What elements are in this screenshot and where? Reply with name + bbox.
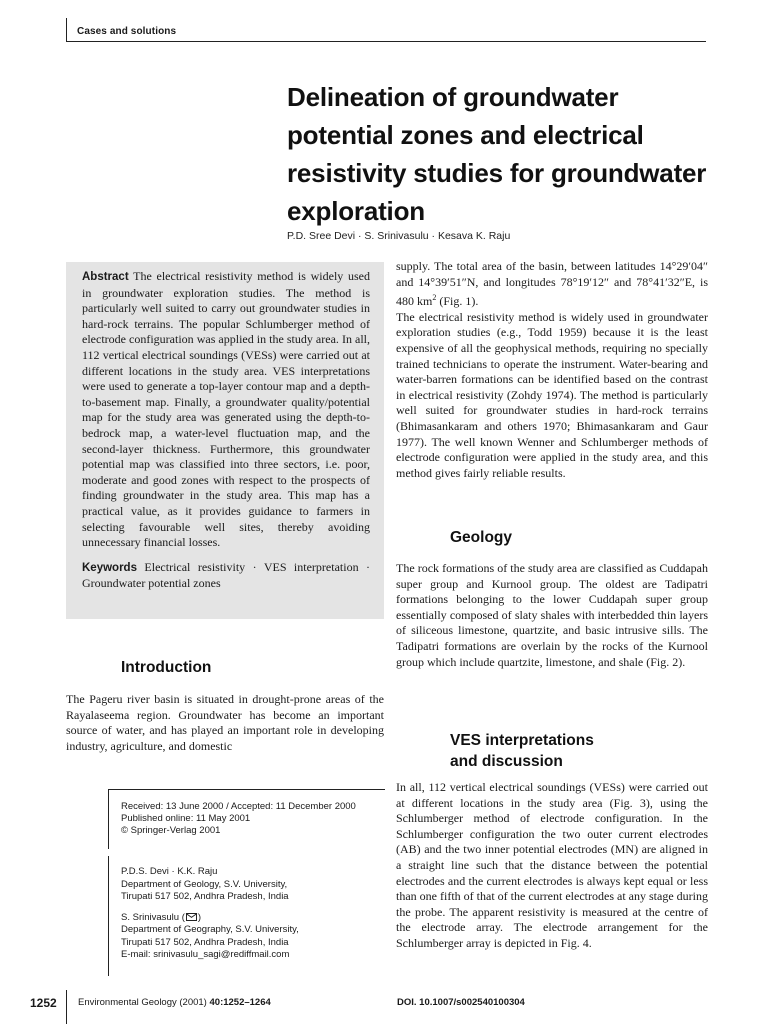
title-line: Delineation of groundwater [287, 82, 619, 112]
page-number: 1252 [30, 996, 57, 1010]
keywords-label: Keywords [82, 561, 137, 574]
article-title [287, 78, 727, 230]
affiliations-block: P.D.S. Devi · K.K. Raju Department of Geology, S.V. University, Tirupati 517 502, Andhra Pradesh, India S. Srinivasulu ( ) Department of Geography, S.V. University, Tirupati 517 502, Andhra Pradesh, India E-mail: srinivasulu_sagi@rediffmail.com [108, 856, 338, 976]
abstract-paragraph [82, 269, 370, 551]
section-label: Cases and solutions [77, 26, 177, 37]
abstract-text: The electrical resistivity method is widely used in groundwater exploration studies. The method is particularly well suited to carry out groundwater studies in hard-rock terrains. The popular Schlumberger method of electrode configuration was applied in the study area. In all, 112 vertical electrical soundings (VESs) were carried out at different locations in the study area. VES interpretations were used to generate a top-layer contour map and a depth-to-basement map. Finally, a groundwater quality/potential map for the study area was generated using the depth-to-bedrock map, a water-level fluctuation map, and the second-layer thickness. Furthermore, this groundwater potential map was classified into three sectors, i.e. poor, moderate and good zones with respect to the prospects of finding groundwater in the study area. This map has a practical value, as it provides guidance to farmers in selecting favourable well sites, thereby avoiding unnecessary financial losses. [82, 269, 370, 550]
keywords-paragraph [82, 560, 370, 592]
section-tag [66, 18, 706, 42]
corresponding-author: S. Srinivasulu ( ) [121, 911, 202, 923]
method-paragraph: The electrical resistivity method is widely used in groundwater exploration studies (e.g., Todd 1959) because it is the least expensive of all the geophysical methods, requiring no specially trained technicians to operate the instrument. Water-bearing and water-barren formations can be identified based on the contrast in electrical resistivity (Zohdy 1974). The method is particularly well suited for groundwater studies in hard-rock terrains (Bhimasankaram and others 1970; Bhimasankaram and Gaur 1977). The well known Wenner and Schlumberger methods of electrode configuration were applied in the study area, and this method gives fairly reliable results. [396, 309, 708, 480]
journal-citation: Environmental Geology (2001) 40:1252–1264 [78, 997, 271, 1008]
title-line: resistivity studies for groundwater [287, 158, 707, 188]
ves-heading: VES interpretations and discussion [450, 732, 594, 770]
introduction-text: The Pageru river basin is situated in drought-prone areas of the Rayalaseema region. Groundwater has become an important source of water, and has played an important role in developing industry, agriculture, and domestic [66, 692, 384, 753]
received-dates: Received: 13 June 2000 / Accepted: 11 December 2000 [121, 801, 356, 812]
right-column-text [396, 259, 708, 481]
introduction-heading: Introduction [121, 659, 212, 676]
received-block [108, 789, 385, 849]
basin-paragraph: supply. The total area of the basin, between latitudes 14°29′04″ and 14°39′51″N, and longitudes 78°19′12″ and 78°41′32″E, is 480 $km^2$ (Fig. 1). [396, 259, 708, 309]
author-list: P.D. Sree Devi · S. Srinivasulu · Kesava K. Raju [287, 230, 511, 242]
published-date: Published online: 11 May 2001 [121, 813, 251, 824]
envelope-icon [186, 913, 197, 921]
title-line: exploration [287, 196, 425, 226]
ves-text: In all, 112 vertical electrical soundings (VESs) were carried out at different locations in the study area (Fig. 3), using the Schlumberger method of electrode configuration. In the Schlumberger configuration the two outer current electrodes (AB) and the two inner potential electrodes (MN) are aligned in a straight line such that the distance between the potential electrodes and the current electrodes is always kept equal or less than one fifth of that of the current electrodes at any stage during the probe. The apparent resistivity is measured at the centre of the electrode array. The electrode arrangement for the Schlumberger array is depicted in Fig. 4. [396, 780, 708, 950]
title-line: potential zones and electrical [287, 120, 644, 150]
geology-text: The rock formations of the study area are classified as Cuddapah super group and Kurnool group. The oldest are Tadipatri formations belonging to the lower Cuddapah super group essentially composed of slaty shales with interbedded thin layers of siliceous limestone, quartzite, and basic intrusive sills. The Tadipatri formations are overlain by the rocks of the Kurnool group which include quartzite, limestone, and shale (Fig. 2). [396, 561, 708, 669]
abstract-label: Abstract [82, 271, 129, 283]
abstract-box [66, 262, 384, 619]
footer-divider [66, 990, 67, 1024]
email-address[interactable]: E-mail: srinivasulu_sagi@rediffmail.com [121, 949, 290, 960]
doi[interactable]: DOI. 10.1007/s002540100304 [397, 997, 525, 1008]
geology-heading: Geology [450, 529, 513, 546]
copyright: © Springer-Verlag 2001 [121, 825, 221, 836]
keywords-text: Electrical resistivity · VES interpretation · Groundwater potential zones [82, 559, 371, 591]
